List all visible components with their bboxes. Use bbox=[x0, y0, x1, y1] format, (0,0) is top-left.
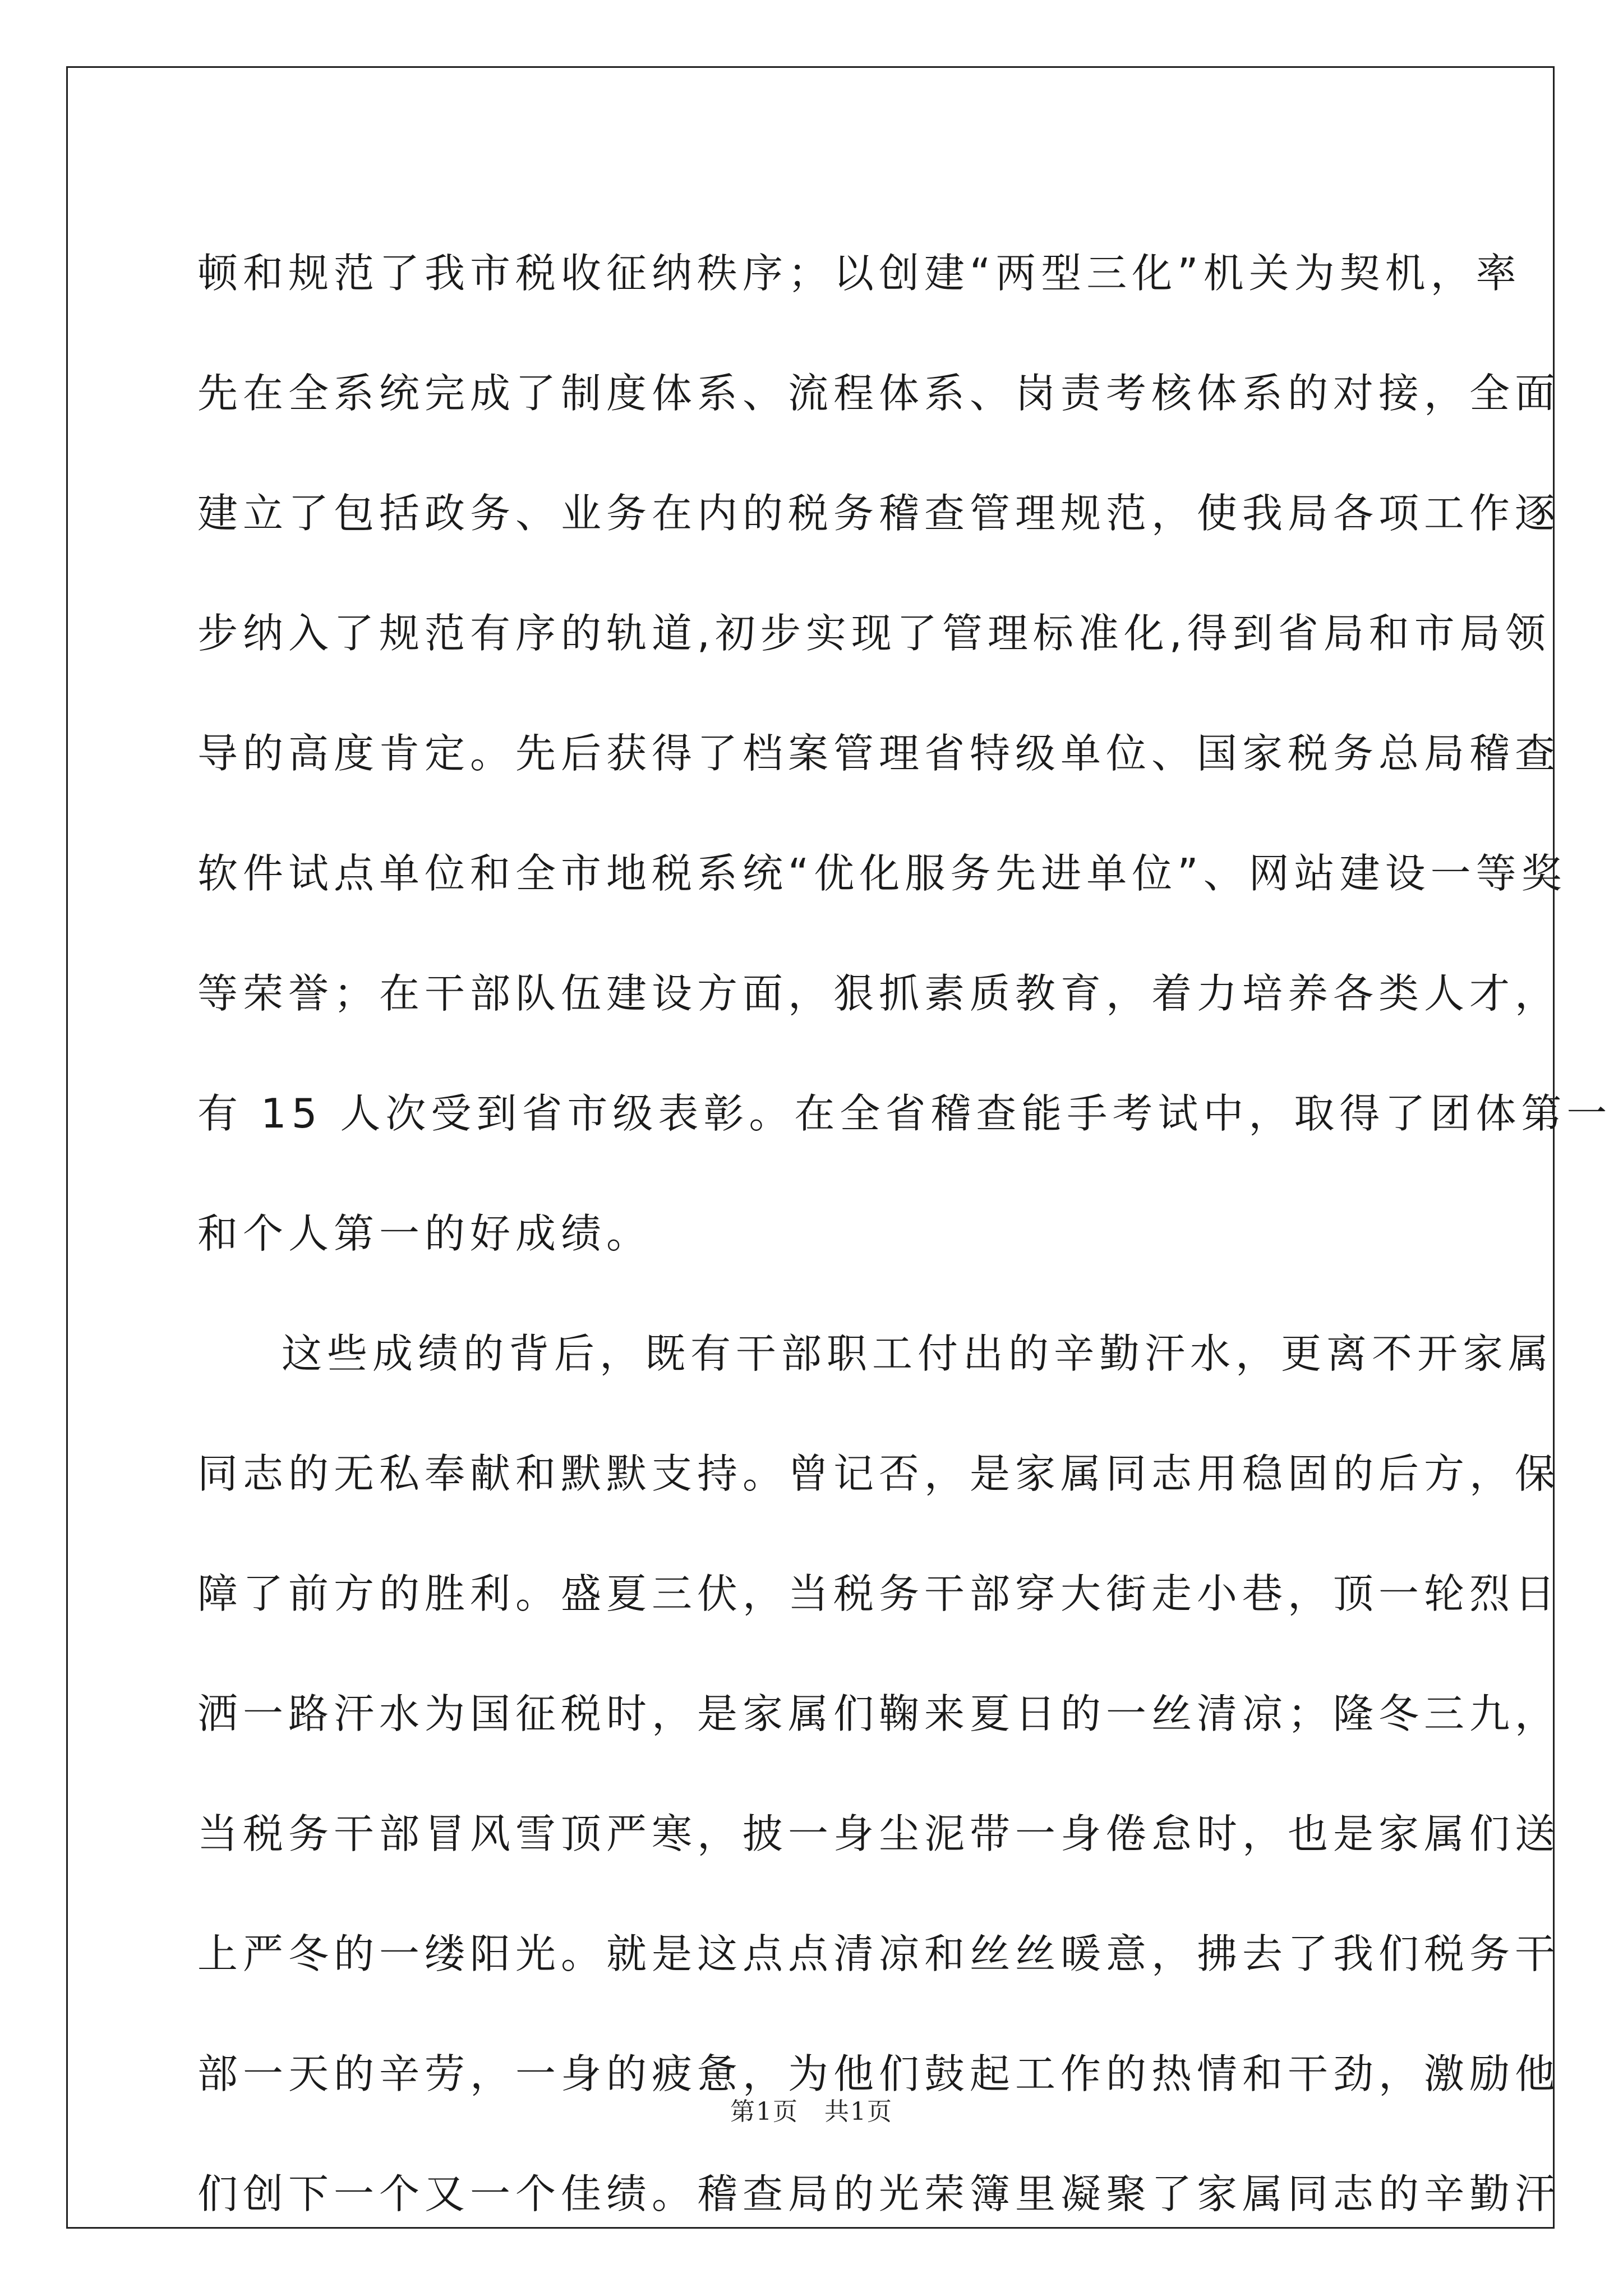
text-line: 建立了包括政务、业务在内的税务稽查管理规范，使我局各项工作逐 bbox=[197, 490, 1561, 537]
document-body bbox=[197, 213, 1612, 2254]
paragraph-end-line: 和个人第一的好成绩。 bbox=[197, 1210, 652, 1257]
text-line: 部一天的辛劳，一身的疲惫，为他们鼓起工作的热情和干劲，激励他 bbox=[197, 2050, 1561, 2097]
paragraph-first-line: 这些成绩的背后，既有干部职工付出的辛勤汗水，更离不开家属 bbox=[282, 1330, 1554, 1377]
text-line: 上严冬的一缕阳光。就是这点点清凉和丝丝暖意，拂去了我们税务干 bbox=[197, 1930, 1561, 1977]
text-line: 们创下一个又一个佳绩。稽查局的光荣簿里凝聚了家属同志的辛勤汗 bbox=[197, 2170, 1561, 2217]
text-line: 当税务干部冒风雪顶严寒，披一身尘泥带一身倦怠时，也是家属们送 bbox=[197, 1810, 1561, 1857]
text-line: 软件试点单位和全市地税系统“优化服务先进单位”、网站建设一等奖 bbox=[197, 850, 1567, 897]
text-line: 障了前方的胜利。盛夏三伏，当税务干部穿大街走小巷，顶一轮烈日 bbox=[197, 1570, 1561, 1617]
text-line: 洒一路汗水为国征税时，是家属们鞠来夏日的一丝清凉；隆冬三九， bbox=[197, 1690, 1561, 1737]
text-line: 有 15 人次受到省市级表彰。在全省稽查能手考试中，取得了团体第一 bbox=[197, 1090, 1612, 1137]
text-line: 先在全系统完成了制度体系、流程体系、岗责考核体系的对接，全面 bbox=[197, 370, 1561, 417]
text-line: 导的高度肯定。先后获得了档案管理省特级单位、国家税务总局稽查 bbox=[197, 730, 1561, 777]
text-line: 顿和规范了我市税收征纳秩序；以创建“两型三化”机关为契机，率 bbox=[197, 250, 1521, 297]
text-line: 步纳入了规范有序的轨道,初步实现了管理标准化,得到省局和市局领 bbox=[197, 610, 1551, 657]
text-line: 同志的无私奉献和默默支持。曾记否，是家属同志用稳固的后方，保 bbox=[197, 1450, 1561, 1497]
text-line: 等荣誉；在干部队伍建设方面，狠抓素质教育，着力培养各类人才， bbox=[197, 970, 1561, 1017]
page-footer: 第1页 共1页 bbox=[730, 2097, 893, 2126]
